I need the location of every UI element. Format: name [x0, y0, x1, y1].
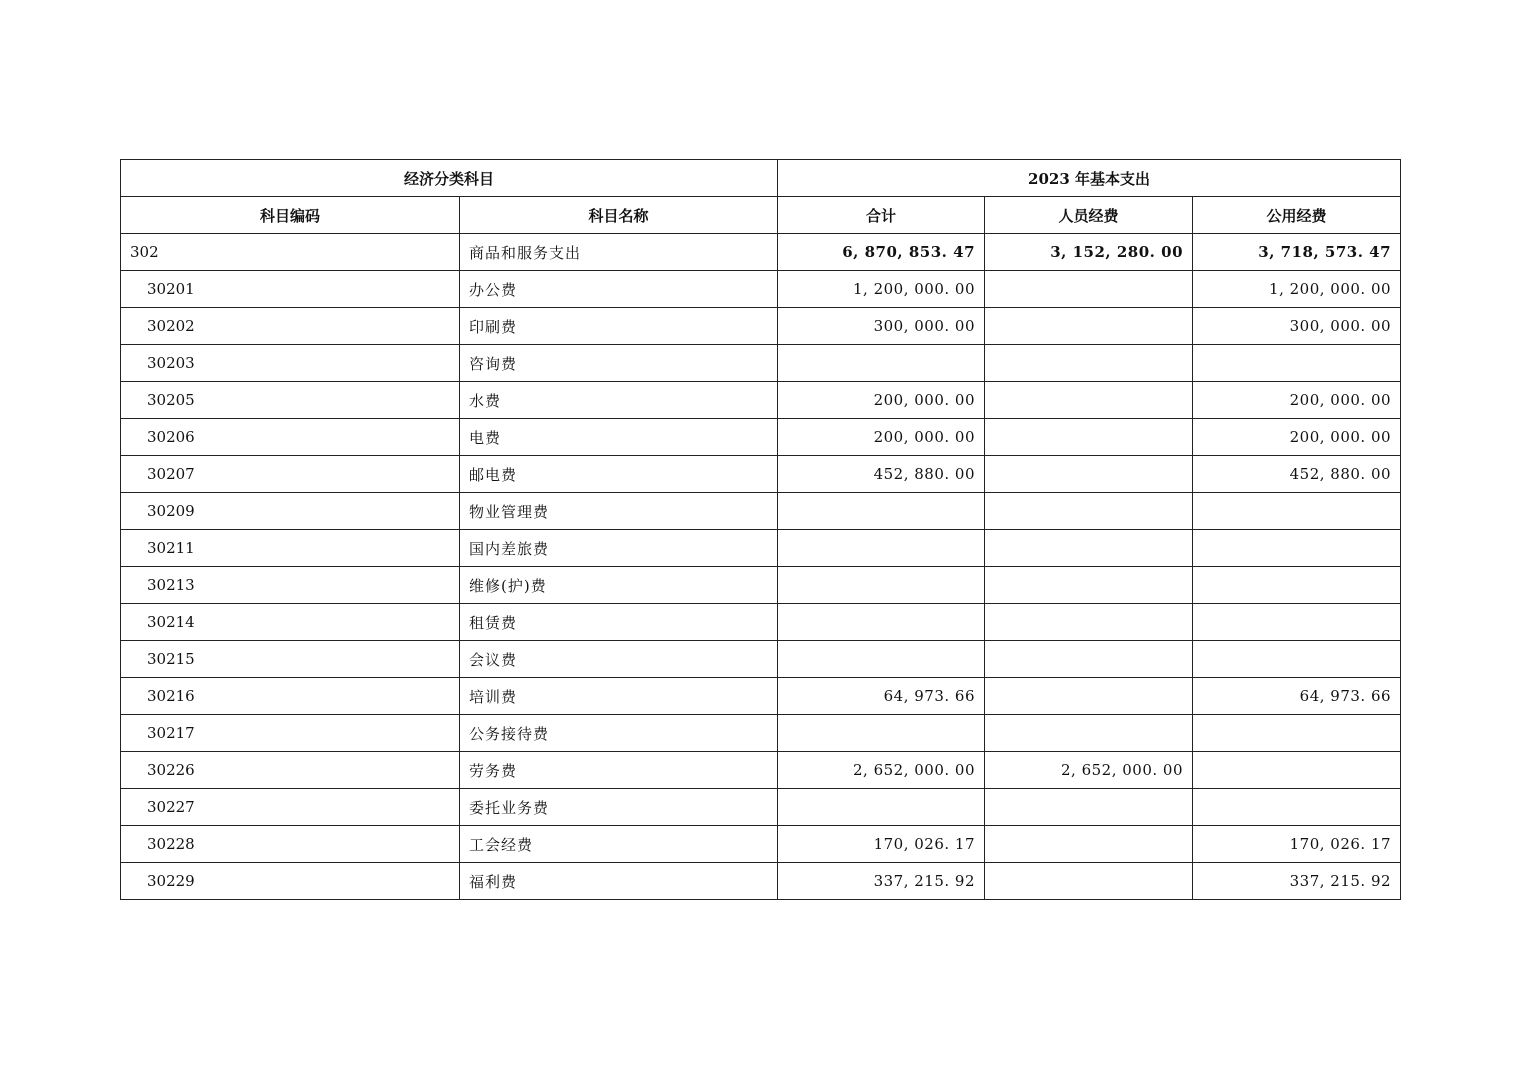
total-amount: 200, 000. 00: [778, 419, 985, 456]
public-amount: 300, 000. 00: [1193, 308, 1401, 345]
personnel-column-header: 人员经费: [985, 197, 1193, 234]
personnel-amount: [985, 308, 1193, 345]
subject-code: 30227: [121, 789, 460, 826]
public-amount: 200, 000. 00: [1193, 382, 1401, 419]
subject-code: 30209: [121, 493, 460, 530]
total-amount: [778, 530, 985, 567]
personnel-amount: [985, 715, 1193, 752]
subject-name: 水费: [460, 382, 778, 419]
table-row: [121, 456, 1401, 493]
table-row: [121, 752, 1401, 789]
subject-name: 咨询费: [460, 345, 778, 382]
personnel-amount: [985, 863, 1193, 900]
subject-code: 30205: [121, 382, 460, 419]
subject-code: 30226: [121, 752, 460, 789]
table-row: [121, 863, 1401, 900]
personnel-amount: [985, 567, 1193, 604]
subject-name: 邮电费: [460, 456, 778, 493]
basic-expenditure-header: 2023 年基本支出: [778, 160, 1401, 197]
subject-code: 30228: [121, 826, 460, 863]
subject-name: 福利费: [460, 863, 778, 900]
table-row: [121, 493, 1401, 530]
subject-name: 会议费: [460, 641, 778, 678]
subject-name: 印刷费: [460, 308, 778, 345]
table-row: [121, 789, 1401, 826]
total-amount: [778, 345, 985, 382]
public-amount: 64, 973. 66: [1193, 678, 1401, 715]
subject-code: 30201: [121, 271, 460, 308]
total-amount: [778, 789, 985, 826]
subject-name: 培训费: [460, 678, 778, 715]
subject-code: 30214: [121, 604, 460, 641]
public-amount: [1193, 345, 1401, 382]
public-amount: [1193, 530, 1401, 567]
subject-name: 租赁费: [460, 604, 778, 641]
personnel-amount: [985, 345, 1193, 382]
subject-name: 商品和服务支出: [460, 234, 778, 271]
personnel-amount: [985, 604, 1193, 641]
total-column-header: 合计: [778, 197, 985, 234]
subject-code: 30216: [121, 678, 460, 715]
subject-code: 30202: [121, 308, 460, 345]
subject-code: 30203: [121, 345, 460, 382]
personnel-amount: [985, 271, 1193, 308]
public-column-header: 公用经费: [1193, 197, 1401, 234]
personnel-amount: [985, 641, 1193, 678]
table-row: [121, 382, 1401, 419]
economic-category-header: 经济分类科目: [121, 160, 778, 197]
subject-name: 委托业务费: [460, 789, 778, 826]
total-amount: 6, 870, 853. 47: [778, 234, 985, 271]
table-row: [121, 234, 1401, 271]
public-amount: [1193, 789, 1401, 826]
subject-code: 30215: [121, 641, 460, 678]
personnel-amount: 3, 152, 280. 00: [985, 234, 1193, 271]
total-amount: 64, 973. 66: [778, 678, 985, 715]
subject-name: 电费: [460, 419, 778, 456]
subject-name: 维修(护)费: [460, 567, 778, 604]
total-amount: [778, 493, 985, 530]
table-row: [121, 419, 1401, 456]
personnel-amount: [985, 456, 1193, 493]
personnel-amount: [985, 382, 1193, 419]
table-row: [121, 308, 1401, 345]
column-header-row: [121, 197, 1401, 234]
total-amount: 300, 000. 00: [778, 308, 985, 345]
group-header-row: [121, 160, 1401, 197]
personnel-amount: 2, 652, 000. 00: [985, 752, 1193, 789]
public-amount: 200, 000. 00: [1193, 419, 1401, 456]
subject-code: 30207: [121, 456, 460, 493]
subject-code: 30217: [121, 715, 460, 752]
personnel-amount: [985, 789, 1193, 826]
code-column-header: 科目编码: [121, 197, 460, 234]
table-row: [121, 641, 1401, 678]
table-row: [121, 530, 1401, 567]
personnel-amount: [985, 530, 1193, 567]
total-amount: 2, 652, 000. 00: [778, 752, 985, 789]
public-amount: 452, 880. 00: [1193, 456, 1401, 493]
total-amount: [778, 641, 985, 678]
table-row: [121, 345, 1401, 382]
subject-name: 劳务费: [460, 752, 778, 789]
budget-expenditure-table: [120, 159, 1401, 900]
public-amount: 1, 200, 000. 00: [1193, 271, 1401, 308]
public-amount: [1193, 752, 1401, 789]
public-amount: [1193, 715, 1401, 752]
subject-name: 国内差旅费: [460, 530, 778, 567]
public-amount: 337, 215. 92: [1193, 863, 1401, 900]
public-amount: [1193, 493, 1401, 530]
name-column-header: 科目名称: [460, 197, 778, 234]
total-amount: 170, 026. 17: [778, 826, 985, 863]
table-row: [121, 604, 1401, 641]
total-amount: [778, 604, 985, 641]
table-row: [121, 271, 1401, 308]
total-amount: 1, 200, 000. 00: [778, 271, 985, 308]
total-amount: [778, 567, 985, 604]
table-row: [121, 826, 1401, 863]
total-amount: 452, 880. 00: [778, 456, 985, 493]
total-amount: 337, 215. 92: [778, 863, 985, 900]
total-amount: 200, 000. 00: [778, 382, 985, 419]
subject-name: 办公费: [460, 271, 778, 308]
table-row: [121, 715, 1401, 752]
subject-code: 30213: [121, 567, 460, 604]
subject-code: 30206: [121, 419, 460, 456]
table-row: [121, 678, 1401, 715]
public-amount: [1193, 641, 1401, 678]
subject-code: 30211: [121, 530, 460, 567]
personnel-amount: [985, 826, 1193, 863]
table-row: [121, 567, 1401, 604]
personnel-amount: [985, 678, 1193, 715]
public-amount: 3, 718, 573. 47: [1193, 234, 1401, 271]
subject-name: 工会经费: [460, 826, 778, 863]
public-amount: 170, 026. 17: [1193, 826, 1401, 863]
subject-code: 302: [121, 234, 460, 271]
public-amount: [1193, 604, 1401, 641]
subject-code: 30229: [121, 863, 460, 900]
total-amount: [778, 715, 985, 752]
subject-name: 公务接待费: [460, 715, 778, 752]
personnel-amount: [985, 493, 1193, 530]
subject-name: 物业管理费: [460, 493, 778, 530]
public-amount: [1193, 567, 1401, 604]
personnel-amount: [985, 419, 1193, 456]
